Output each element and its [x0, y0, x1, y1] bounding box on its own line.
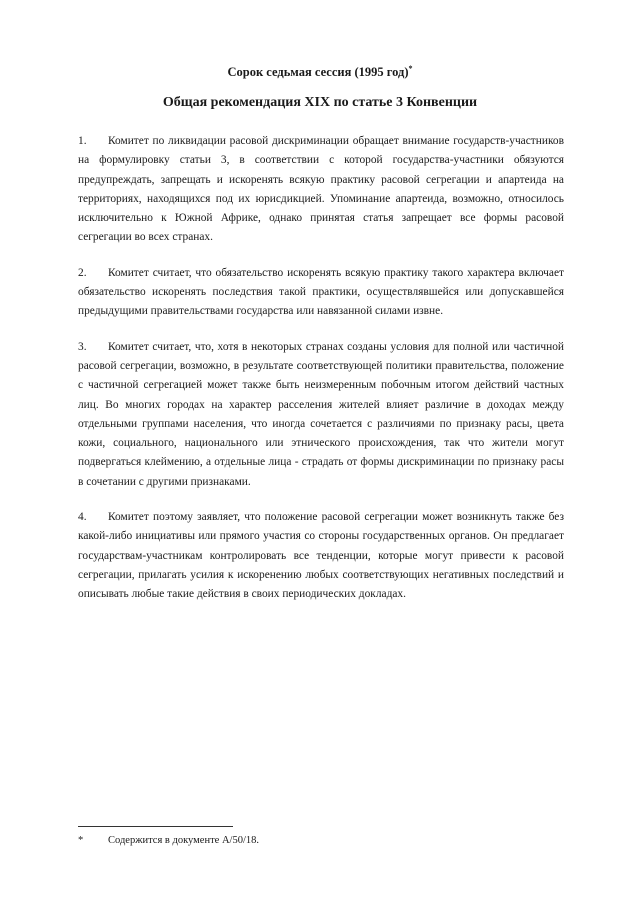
paragraph-text: Комитет считает, что обязательство искоренять всякую практику такого характера включает обязательство искоренять последствия такой практики, осуществлявшейся или допускавшейся предыдущими правительствами государства или навязанной силами извне.: [78, 266, 564, 318]
paragraph-number: 4.: [78, 511, 87, 524]
paragraph-1: [78, 132, 564, 248]
paragraph-number: 3.: [78, 340, 87, 353]
session-heading-text: Сорок седьмая сессия (1995 год): [227, 65, 409, 80]
paragraph-text: Комитет по ликвидации расовой дискриминации обращает внимание государств-участников на формулировку статьи 3, в соответствии с которой государства-участники обязуются предупреждать, запрещать и искоренять всякую практику расовой сегрегации и апартеида на территориях, находящихся под их юрисдикцией. Упоминание апартеида, возможно, относилось исключительно к Южной Африке, однако принятая статья запрещает все формы расовой сегрегации во всех странах.: [78, 135, 564, 244]
paragraph-number: 1.: [78, 135, 87, 147]
footnote-mark: *: [78, 835, 84, 846]
footnote-reference: *: [408, 64, 413, 73]
document-title: Общая рекомендация XIX по статье 3 Конвенции: [162, 95, 478, 110]
paragraph-4: [78, 508, 564, 604]
paragraph-text: Комитет поэтому заявляет, что положение расовой сегрегации может возникнуть также без какой-либо инициативы или прямого участия со стороны государственных органов. Он предлагает государствам-участникам контролировать все тенденции, которые могут привести к расовой сегрегации, прилагать усилия к искоренению любых соответствующих негативных последствий и описывать любые такие действия в своих периодических докладах.: [78, 511, 564, 601]
paragraph-text: Комитет считает, что, хотя в некоторых странах созданы условия для полной или частичной расовой сегрегации, возможно, в результате соответствующей политики правительства, положение с частичной сегрегацией может также быть неизмеренным побочным итогом действий частных лиц. Во многих городах на характер расселения жителей влияет различие в доходах между отдельными группами населения, что иногда сочетается с различиями по признаку расы, цвета кожи, социального, национального или этнического происхождения, так что жители могут подвергаться клеймению, а отдельные лица - страдать от формы дискриминации по признаку расы в сочетании с другими признаками.: [78, 340, 564, 488]
document-body: [78, 132, 564, 621]
paragraph-3: [78, 338, 564, 492]
footnote-divider: [78, 826, 233, 827]
session-heading: [0, 64, 640, 80]
footnote-text: Содержится в документе A/50/18.: [108, 835, 259, 846]
paragraph-2: [78, 264, 564, 322]
paragraph-number: 2.: [78, 266, 87, 279]
footnote: [78, 835, 259, 846]
